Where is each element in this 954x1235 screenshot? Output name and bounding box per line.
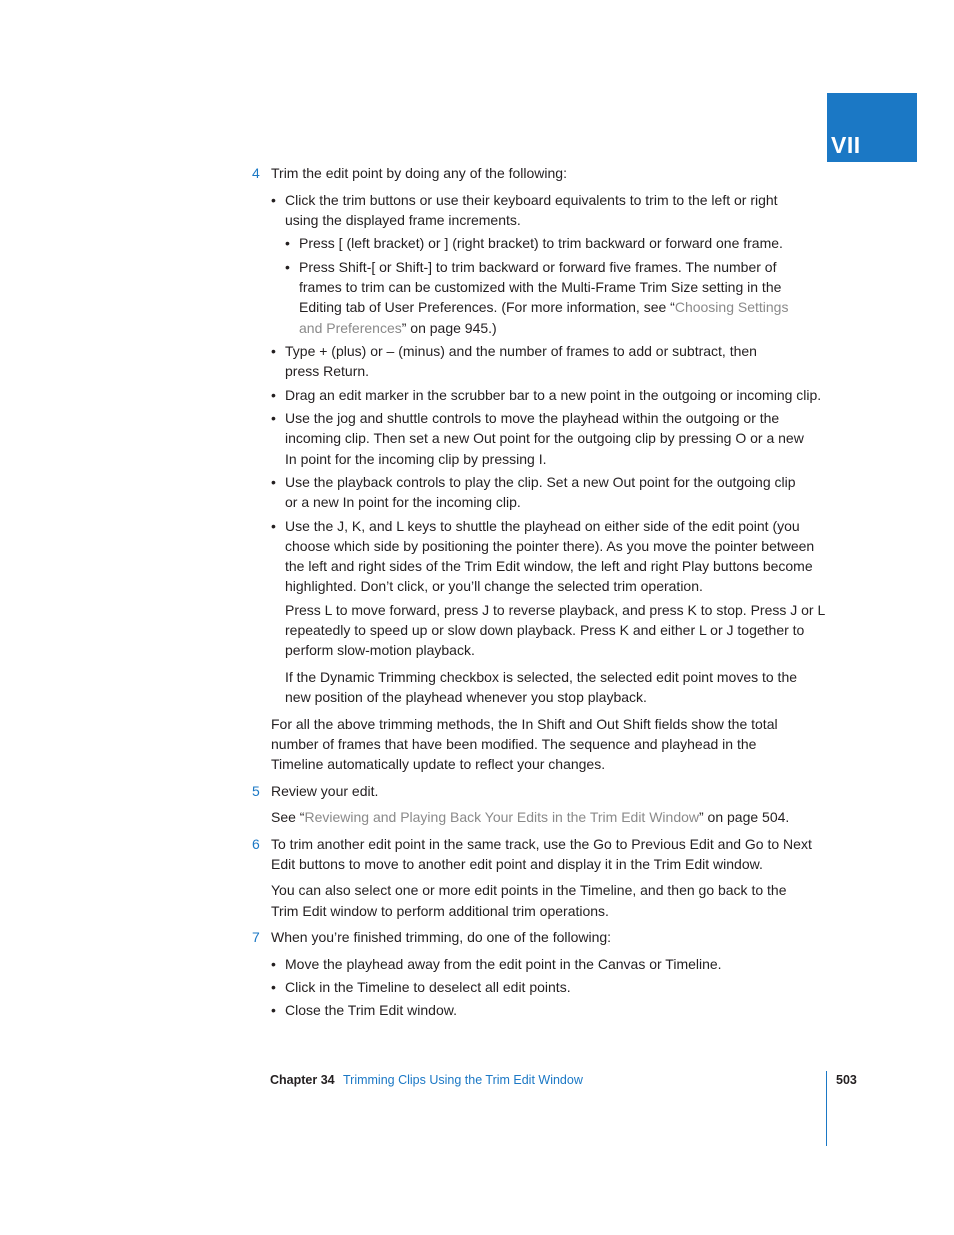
step-text: When you’re finished trimming, do one of the following:: [271, 929, 612, 945]
sub-bullet-marker: •: [285, 259, 290, 275]
bullet-text: incoming clip. Then set a new Out point for the outgoing clip by pressing O or a new: [285, 430, 804, 446]
text-run: ” on page 945.): [401, 320, 497, 336]
bullet-text: or a new In point for the incoming clip.: [285, 494, 521, 510]
footer-chapter: Chapter 34: [270, 1073, 335, 1087]
bullet-text: Use the jog and shuttle controls to move the playhead within the outgoing or the: [285, 410, 780, 426]
bullet-text: Close the Trim Edit window.: [285, 1002, 457, 1018]
bullet-marker: •: [271, 956, 276, 972]
bullet-text: the left and right sides of the Trim Edit window, the left and right Play buttons become: [285, 558, 813, 574]
bullet-marker: •: [271, 474, 276, 490]
bullet-marker: •: [271, 387, 276, 403]
bullet-text: highlighted. Don’t click, or you’ll change the selected trim operation.: [285, 578, 703, 594]
sub-bullet-text: [299, 318, 497, 338]
bullet-marker: •: [271, 410, 276, 426]
body-paragraph: number of frames that have been modified. The sequence and playhead in the: [271, 736, 757, 752]
body-paragraph: For all the above trimming methods, the In Shift and Out Shift fields show the total: [271, 716, 778, 732]
text-run: See “: [271, 809, 305, 825]
bullet-marker: •: [271, 192, 276, 208]
cross-reference-link[interactable]: Choosing Settings: [674, 299, 789, 315]
page-number: 503: [836, 1073, 857, 1087]
bullet-text: choose which side by positioning the pointer there). As you move the pointer between: [285, 538, 815, 554]
step-text: Edit buttons to move to another edit point and display it in the Trim Edit window.: [271, 856, 763, 872]
bullet-text: Use the playback controls to play the clip. Set a new Out point for the outgoing clip: [285, 474, 796, 490]
step-number: 6: [252, 836, 260, 852]
bullet-paragraph: repeatedly to speed up or slow down playback. Press K and either L or J together to: [285, 622, 805, 638]
footer-divider: [826, 1071, 827, 1146]
bullet-paragraph: If the Dynamic Trimming checkbox is selected, the selected edit point moves to the: [285, 669, 798, 685]
text-run: ” on page 504.: [699, 809, 790, 825]
bullet-text: using the displayed frame increments.: [285, 212, 521, 228]
step-number: 5: [252, 783, 260, 799]
bullet-text: Click in the Timeline to deselect all edit points.: [285, 979, 571, 995]
see-reference: [271, 807, 789, 827]
bullet-text: Drag an edit marker in the scrubber bar to a new point in the outgoing or incoming clip.: [285, 387, 822, 403]
step-number: 7: [252, 929, 260, 945]
sub-bullet-text: Press [ (left bracket) or ] (right bracket) to trim backward or forward one frame.: [299, 235, 783, 251]
step-text: To trim another edit point in the same track, use the Go to Previous Edit and Go to Next: [271, 836, 812, 852]
bullet-text: Use the J, K, and L keys to shuttle the playhead on either side of the edit point (you: [285, 518, 800, 534]
bullet-text: In point for the incoming clip by pressing I.: [285, 451, 547, 467]
step-number: 4: [252, 165, 260, 181]
bullet-text: Move the playhead away from the edit point in the Canvas or Timeline.: [285, 956, 722, 972]
bullet-text: press Return.: [285, 363, 370, 379]
bullet-marker: •: [271, 1002, 276, 1018]
section-tab-label: VII: [831, 132, 861, 158]
bullet-paragraph: new position of the playhead whenever you stop playback.: [285, 689, 647, 705]
text-run: Editing tab of User Preferences. (For more information, see “: [299, 299, 675, 315]
sub-bullet-text: [299, 297, 788, 317]
body-paragraph: Trim Edit window to perform additional trim operations.: [271, 903, 609, 919]
step-text: Trim the edit point by doing any of the following:: [271, 165, 567, 181]
sub-bullet-marker: •: [285, 235, 290, 251]
cross-reference-link[interactable]: Reviewing and Playing Back Your Edits in the Trim Edit Window: [304, 809, 699, 825]
bullet-text: Click the trim buttons or use their keyboard equivalents to trim to the left or right: [285, 192, 778, 208]
bullet-paragraph: perform slow-motion playback.: [285, 642, 475, 658]
sub-bullet-text: frames to trim can be customized with the Multi-Frame Trim Size setting in the: [299, 279, 782, 295]
footer-chapter-title: Trimming Clips Using the Trim Edit Window: [343, 1073, 583, 1087]
sub-bullet-text: Press Shift-[ or Shift-] to trim backward or forward five frames. The number of: [299, 259, 777, 275]
body-paragraph: Timeline automatically update to reflect your changes.: [271, 756, 606, 772]
bullet-text: Type + (plus) or – (minus) and the number of frames to add or subtract, then: [285, 343, 757, 359]
bullet-marker: •: [271, 979, 276, 995]
bullet-paragraph: Press L to move forward, press J to reverse playback, and press K to stop. Press J or L: [285, 602, 826, 618]
step-text: Review your edit.: [271, 783, 379, 799]
bullet-marker: •: [271, 343, 276, 359]
bullet-marker: •: [271, 518, 276, 534]
cross-reference-link[interactable]: and Preferences: [299, 320, 402, 336]
body-paragraph: You can also select one or more edit points in the Timeline, and then go back to the: [271, 882, 787, 898]
